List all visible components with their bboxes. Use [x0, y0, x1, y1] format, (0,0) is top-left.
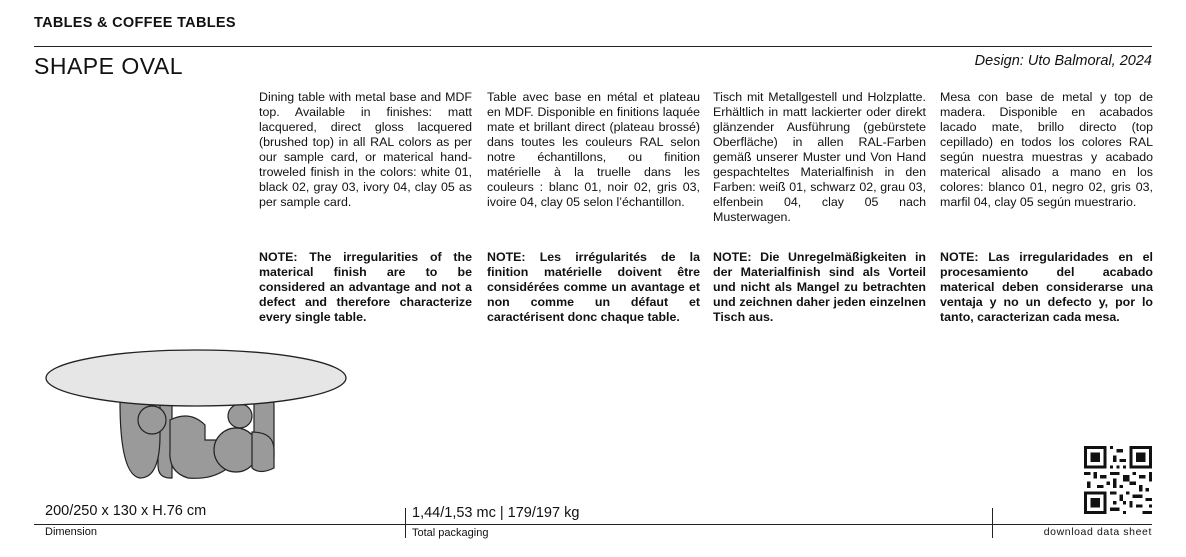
- tabletop-oval: [46, 350, 346, 406]
- product-title: SHAPE OVAL: [34, 53, 184, 79]
- download-divider: [992, 508, 993, 538]
- note-text-de: NOTE: Die Unregelmäßigkeiten in der Materialfinish sind als Vorteil und nicht als Mangel zu betrachten und zeichnen daher jeden einzelnen Tisch aus.: [713, 250, 926, 324]
- designer-credit: Design: Uto Balmoral, 2024: [974, 53, 1152, 69]
- category-heading: TABLES & COFFEE TABLES: [34, 15, 236, 31]
- note-text-en: NOTE: The irregularities of the materical finish are to be considered an advantage and not a defect and therefore characterize every single table.: [259, 250, 472, 324]
- footer-divider: [34, 524, 1152, 525]
- description-column-de: [713, 90, 926, 325]
- description-text-en: Dining table with metal base and MDF top. Available in finishes: matt lacquered, direct gloss lacquered (brushed top) in all RAL colors as per our sample card, or materical hand-troweled finish in the colors: white 01, black 02, gray 03, ivory 04, clay 05 as per sample card.: [259, 90, 472, 209]
- description-column-fr: [487, 90, 700, 325]
- description-column-es: [940, 90, 1153, 325]
- description-column-en: [259, 90, 472, 325]
- header-divider: [34, 46, 1152, 47]
- note-text-fr: NOTE: Les irrégularités de la finition matérielle doivent être considérées comme un avantage et non comme un défaut et caractérisent donc chaque table.: [487, 250, 700, 324]
- base-circle-top: [138, 406, 166, 434]
- note-text-es: NOTE: Las irregularidades en el procesamiento del acabado materical deben considerarse una ventaja y no un defecto y, por lo tanto, caracterizan cada mesa.: [940, 250, 1153, 324]
- packaging-value: 1,44/1,53 mc | 179/197 kg: [412, 505, 580, 521]
- table-illustration: [40, 340, 352, 485]
- download-data-sheet-link[interactable]: download data sheet: [1043, 526, 1152, 538]
- description-text-fr: Table avec base en métal et plateau en MDF. Disponible en finitions laquée mate et brillant direct (plateau brossé) dans toutes les couleurs RAL selon notre échantillons, ou finition matérielle à la truelle dans les couleurs : blanc 01, noir 02, gris 03, ivoire 04, clay 05 selon l’échantillon.: [487, 90, 700, 209]
- qr-code-icon[interactable]: [1084, 446, 1152, 514]
- base-circle-small: [228, 404, 252, 428]
- packaging-divider: [405, 508, 406, 538]
- description-text-de: Tisch mit Metallgestell und Holzplatte. Erhältlich in matt lackierter oder direkt glänzender Ausführung (gebürstete Oberfläche) in allen RAL-Farben gemäß unserer Muster und Von Hand gespachteltes Materialfinish in den Farben: weiß 01, schwarz 02, grau 03, elfenbein 04, clay 05 nach Musterwagen.: [713, 90, 926, 224]
- packaging-label: Total packaging: [412, 527, 489, 539]
- base-panel-right: [252, 432, 274, 472]
- dimension-label: Dimension: [45, 526, 97, 538]
- description-text-es: Mesa con base de metal y top de madera. Disponible en acabados lacado mate, brillo directo (top cepillado) en todos los colores RAL según nuestra muestras y acabado materical alisado a mano en los colores: blanco 01, negro 02, gris 03, marfil 04, clay 05 según muestrario.: [940, 90, 1153, 209]
- dimension-value: 200/250 x 130 x H.76 cm: [45, 503, 207, 519]
